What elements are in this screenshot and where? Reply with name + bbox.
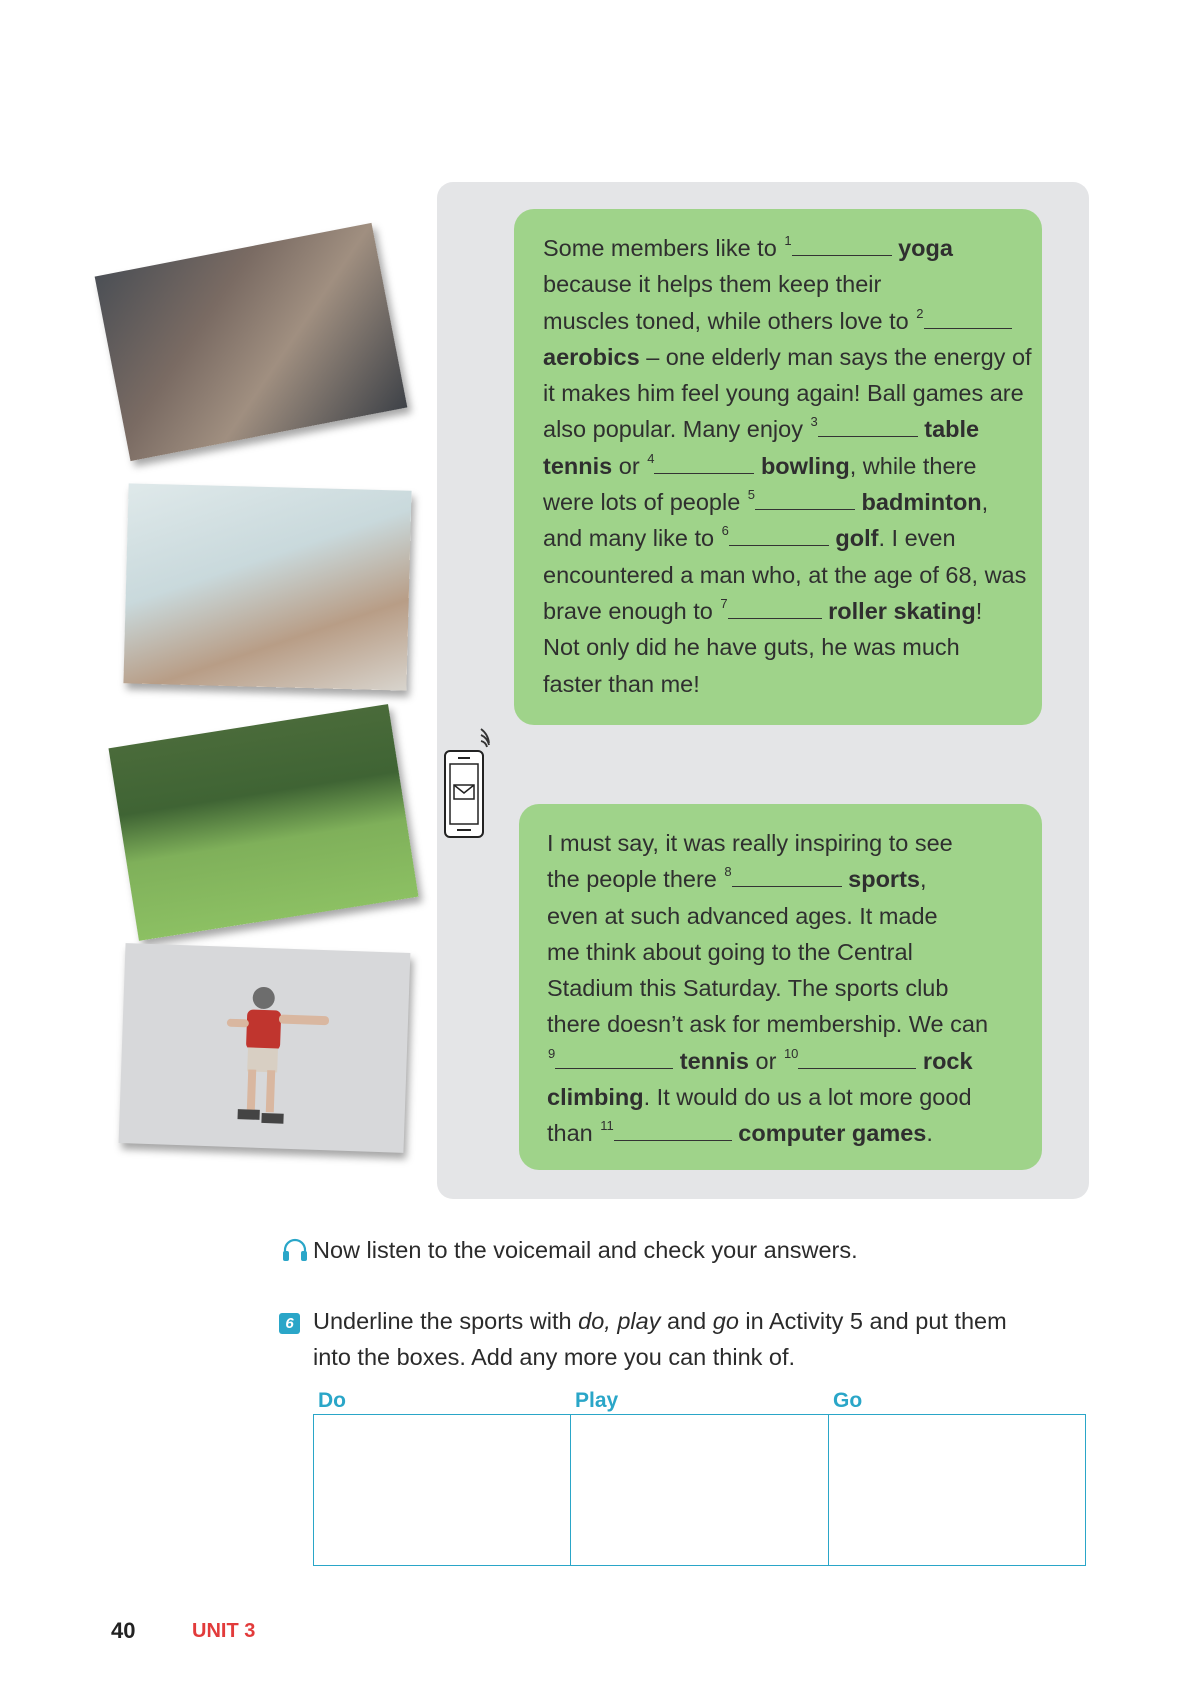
do-box[interactable] xyxy=(314,1415,571,1565)
listen-instruction: Now listen to the voicemail and check your answers. xyxy=(313,1237,858,1263)
blank-3[interactable] xyxy=(818,412,918,437)
blank-5[interactable] xyxy=(755,485,855,510)
blank-11[interactable] xyxy=(614,1116,732,1141)
headphones-icon xyxy=(282,1238,308,1262)
go-box[interactable] xyxy=(829,1415,1085,1565)
play-box[interactable] xyxy=(571,1415,828,1565)
unit-label: UNIT 3 xyxy=(192,1620,256,1642)
blank-7[interactable] xyxy=(728,594,822,619)
column-header-do: Do xyxy=(318,1389,346,1412)
gym-photo xyxy=(95,223,408,461)
blank-4[interactable] xyxy=(654,449,754,474)
activity-number-badge: 6 xyxy=(279,1313,300,1334)
blank-6[interactable] xyxy=(729,521,829,546)
text-bubble-1: Some members like to $^1$ yoga because it helps them keep their muscles toned, while others love to $^2$ aerobics – one elderly man says the energy of it makes him feel young again! Ball games are also popular. Many enjoy $^3$ table tennis or $^4$ bowling, while there were lots of people $^5$ badminton, and many like to $^6$ golf. I even encountered a man who, at the age of 68, was brave enough to $^7$ roller skating! Not only did he have guts, he was much faster than me! xyxy=(514,209,1042,725)
golf-photo xyxy=(108,704,418,941)
blank-10[interactable] xyxy=(798,1044,916,1069)
sports-table xyxy=(313,1414,1086,1566)
activity6-instruction: Underline the sports with do, play and go in Activity 5 and put them into the boxes. Add any more you can think of. xyxy=(313,1308,1007,1370)
blank-1[interactable] xyxy=(792,231,892,256)
blank-9[interactable] xyxy=(555,1044,673,1069)
column-header-go: Go xyxy=(833,1389,863,1412)
page-number: 40 xyxy=(111,1618,136,1643)
text-bubble-2: I must say, it was really inspiring to see the people there $^8$ sports, even at such advanced ages. It made me think about going to the Central Stadium this Saturday. The sports club there doesn’t ask for membership. We can $^9$ tennis or $^{10}$ rock climbing. It would do us a lot more good than $^{11}$ computer games. xyxy=(519,804,1042,1170)
blank-2[interactable] xyxy=(924,304,1012,329)
column-header-play: Play xyxy=(575,1389,619,1412)
blank-8[interactable] xyxy=(732,862,842,887)
roller-skater-photo xyxy=(119,943,411,1153)
phone-mail-icon xyxy=(443,727,495,843)
stretching-class-photo xyxy=(123,483,411,690)
